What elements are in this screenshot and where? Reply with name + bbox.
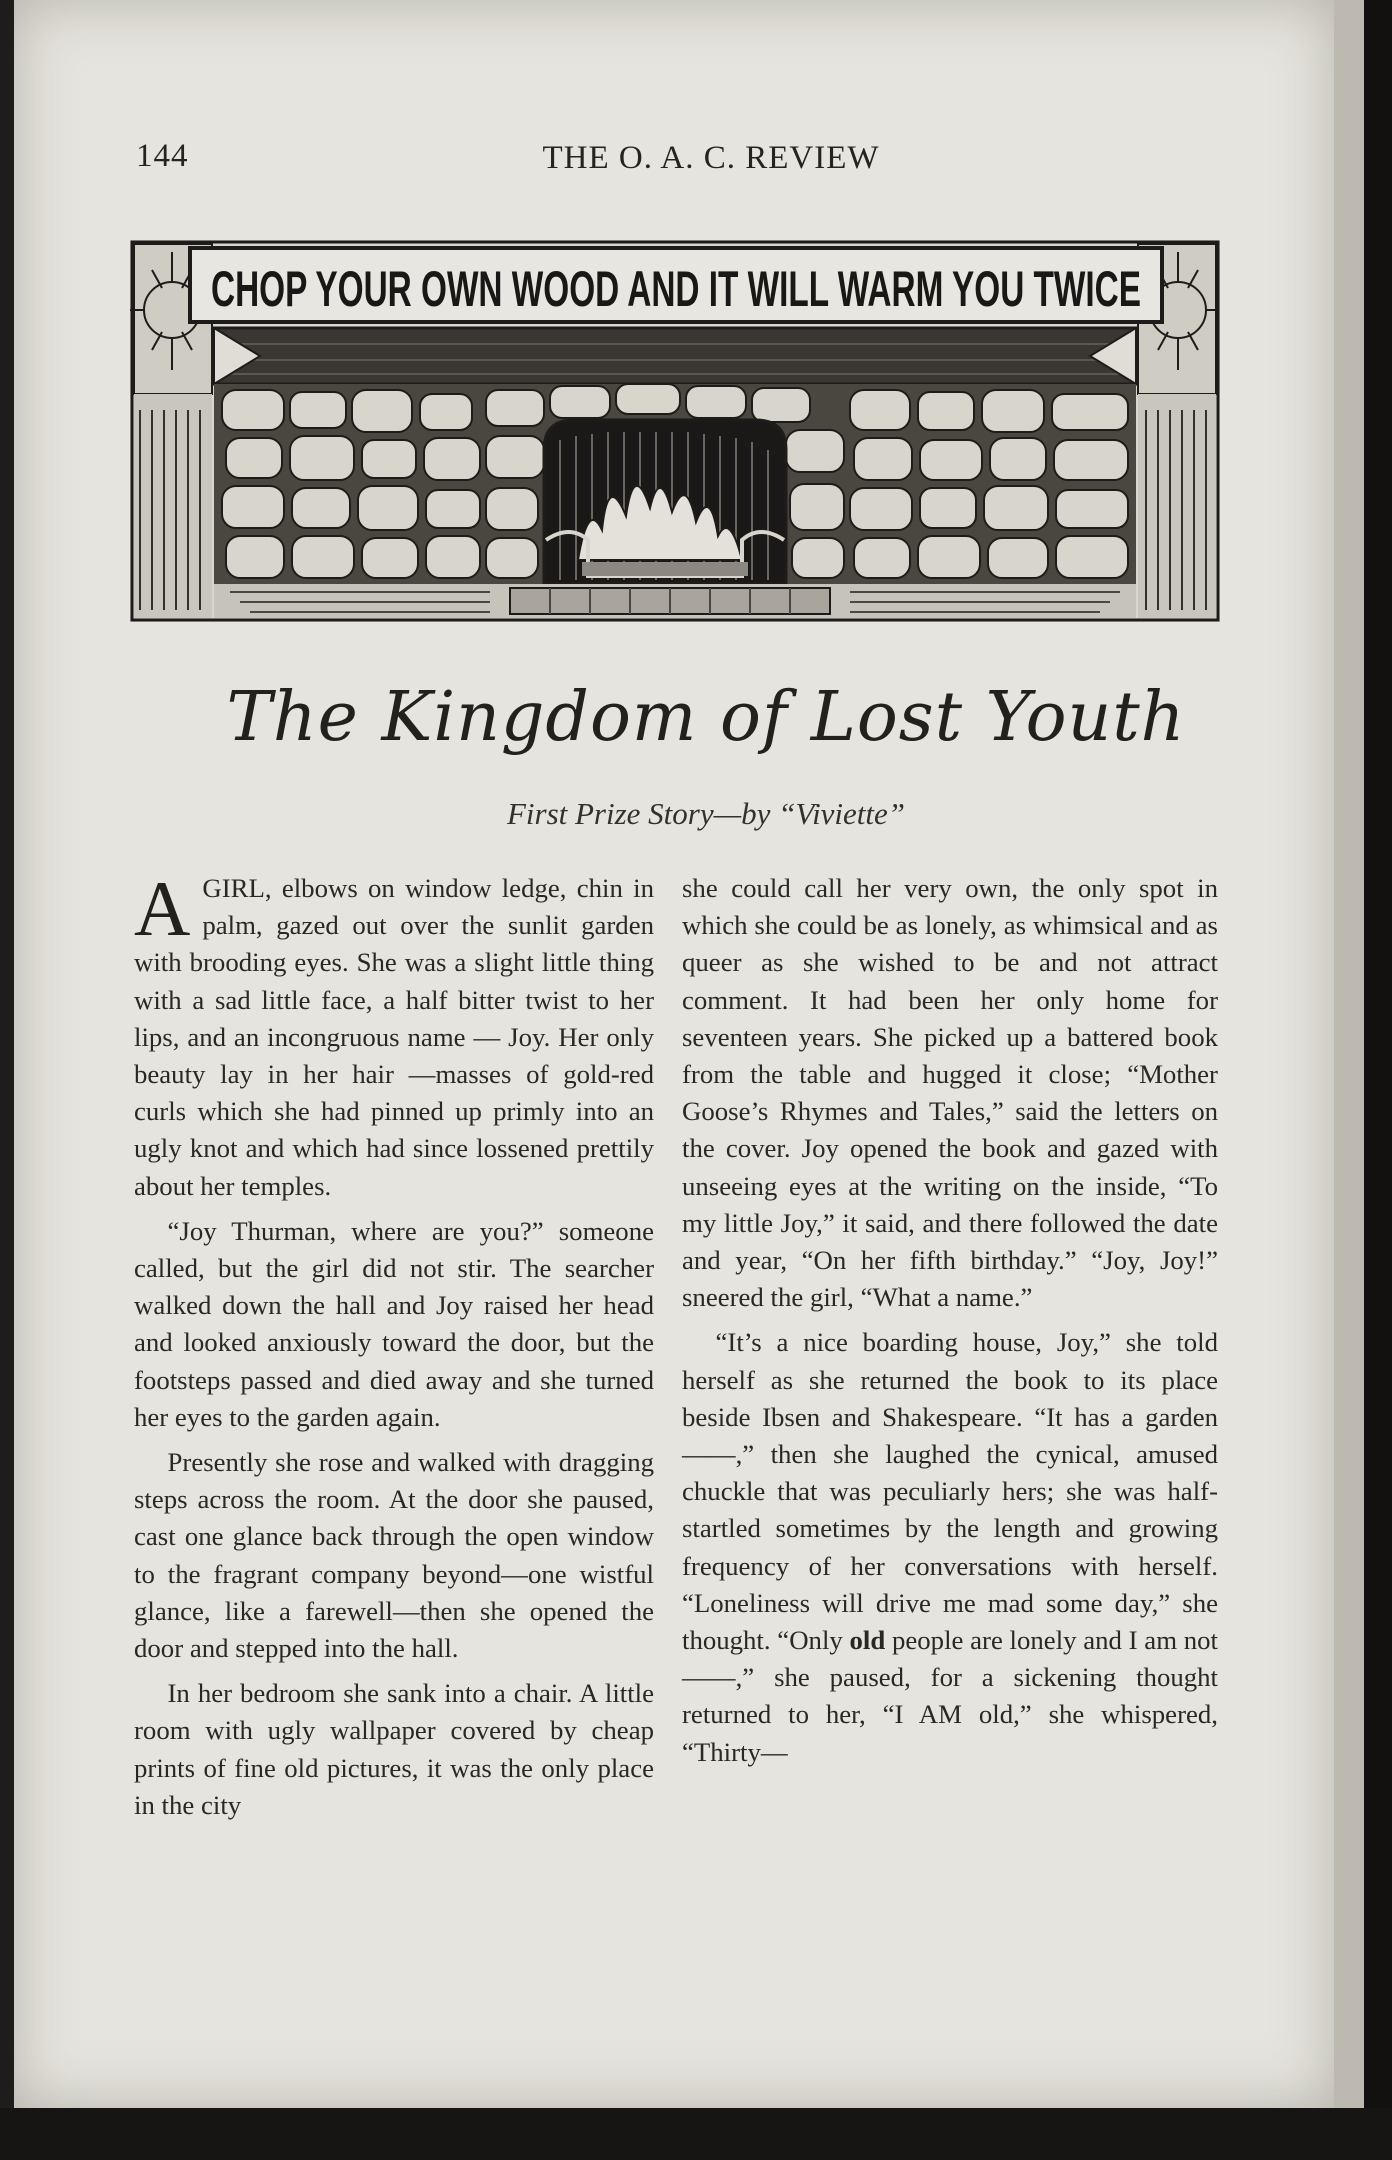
paragraph-text: people are lonely and I am not——,” she paused, for a sickening thought returned to her, “I AM old,” she whispered, “Thirty— bbox=[682, 1625, 1219, 1767]
fireplace-drawing bbox=[130, 240, 1220, 622]
motto-text: CHOP YOUR OWN WOOD AND IT WILL WARM YOU TWICE bbox=[211, 261, 1141, 317]
paragraph bbox=[682, 1324, 1218, 1770]
paragraph-text: GIRL, elbows on window ledge, chin in palm, gazed out over the sunlit garden with brooding eyes. She was a slight little thing with a sad little face, a half bitter twist to her lips, and an incongruous name — Joy. Her only beauty lay in her hair —masses of gold-red curls which she had pinned up primly into an ugly knot and which had since lossened prettily about her temples. bbox=[134, 873, 654, 1201]
text-column-right bbox=[682, 870, 1218, 1771]
bold-word: old bbox=[849, 1625, 886, 1656]
text-column-left bbox=[134, 865, 654, 1824]
paragraph bbox=[134, 865, 654, 1205]
page-number: 144 bbox=[136, 138, 189, 174]
story-title: The Kingdom of Lost Youth bbox=[226, 678, 1186, 757]
scan-border-bottom bbox=[0, 2108, 1392, 2160]
paragraph: “Joy Thurman, where are you?” someone called, but the girl did not stir. The searcher walked down the hall and Joy raised her head and looked anxiously toward the door, but the footsteps passed and died away and she turned her eyes to the garden again. bbox=[134, 1215, 654, 1432]
paragraph: In her bedroom she sank into a chair. A little room with ugly wallpaper covered by cheap prints of fine old pictures, it was the only place in the city bbox=[134, 1678, 654, 1820]
paragraph: she could call her very own, the only spot in which she could be as lonely, as whimsical and as queer as she wished to be and not attract comment. It had been her only home for seventeen years. She picked up a battered book from the table and hugged it close; “Mother Goose’s Rhymes and Tales,” said the letters on the cover. Joy opened the book and gazed with unseeing eyes at the writing on the inside, “To my little Joy,” it said, and there followed the date and year, “On her fifth birthday.” “Joy, Joy!” sneered the girl, “What a name.” bbox=[682, 873, 1218, 1313]
journal-title: THE O. A. C. REVIEW bbox=[542, 140, 880, 176]
paragraph-text: “It’s a nice boarding house, Joy,” she told herself as she returned the book to its place beside Ibsen and Shakespeare. “It has a garden——,” then she laughed the cynical, amused chuckle that was peculiarly hers; she was half-startled sometimes by the length and growing frequency of her conversations with herself. “Loneliness will drive me mad some day,” she thought. “Only bbox=[682, 1327, 1218, 1656]
paragraph: Presently she rose and walked with dragging steps across the room. At the door she paused, cast one glance back through the open window to the fragrant company beyond—one wistful glance, like a farewell—then she opened the door and stepped into the hall. bbox=[134, 1447, 654, 1664]
scan-border-right bbox=[1364, 0, 1392, 2160]
fireplace-illustration bbox=[130, 240, 1220, 622]
page-edge bbox=[1334, 0, 1364, 2108]
mantel-beam bbox=[214, 328, 1136, 384]
story-byline: First Prize Story—by “Viviette” bbox=[506, 796, 906, 831]
drop-cap: A bbox=[134, 865, 191, 952]
